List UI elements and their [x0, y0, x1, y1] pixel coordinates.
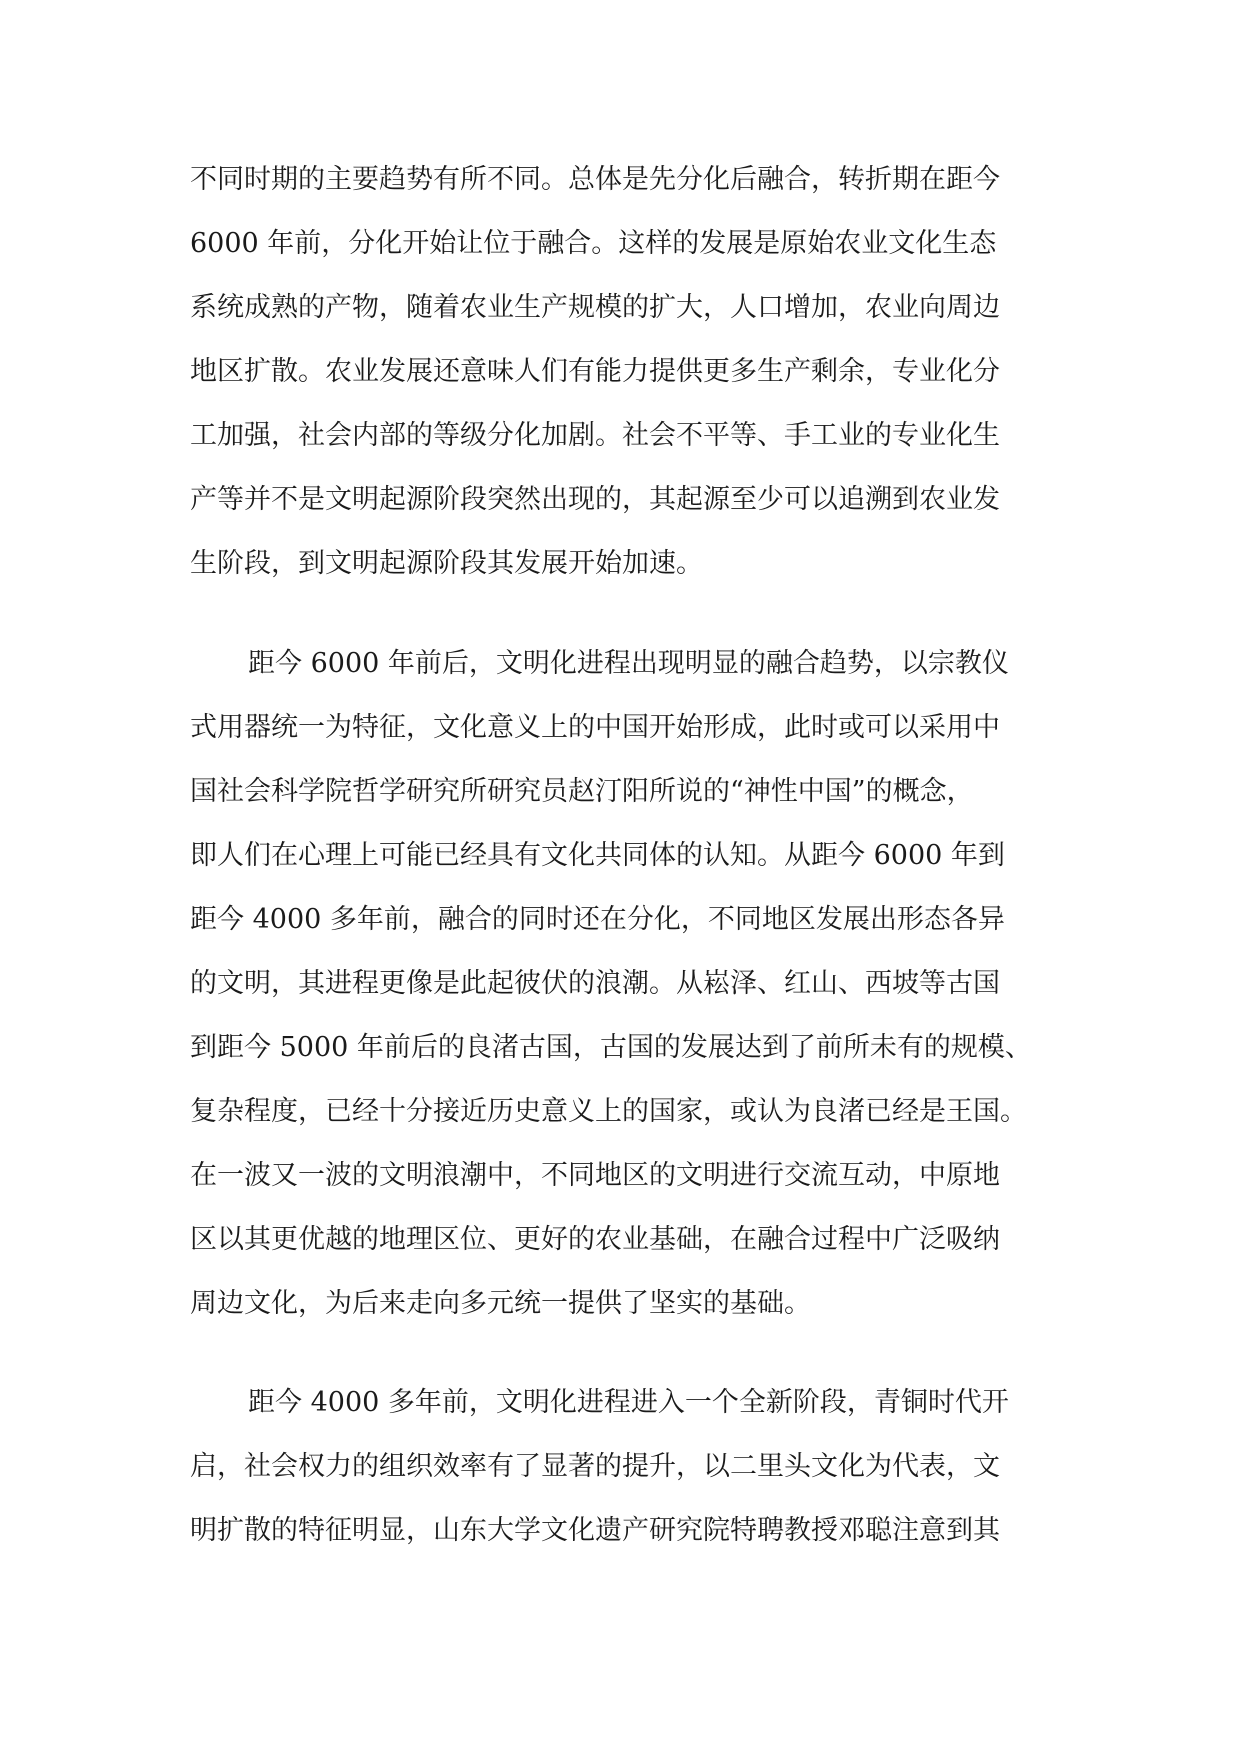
text-line: 距今 4000 多年前，融合的同时还在分化，不同地区发展出形态各异: [190, 904, 1005, 935]
text-line-first: 距今 4000 多年前，文明化进程进入一个全新阶段，青铜时代开: [248, 1387, 1009, 1418]
text-line: 周边文化，为后来走向多元统一提供了坚实的基础。: [190, 1288, 811, 1319]
paragraph-1: [190, 148, 1060, 596]
text-line: 到距今 5000 年前后的良渚古国，古国的发展达到了前所未有的规模、: [190, 1032, 1032, 1063]
text-line: 即人们在心理上可能已经具有文化共同体的认知。从距今 6000 年到: [190, 840, 1005, 871]
text-line: 地区扩散。农业发展还意味人们有能力提供更多生产剩余，专业化分: [190, 356, 1000, 387]
paragraph-2: [190, 632, 1060, 1336]
text-line: 明扩散的特征明显，山东大学文化遗产研究院特聘教授邓聪注意到其: [190, 1515, 1000, 1546]
text-line: 工加强，社会内部的等级分化加剧。社会不平等、手工业的专业化生: [190, 420, 1000, 451]
text-line: 复杂程度，已经十分接近历史意义上的国家，或认为良渚已经是王国。: [190, 1096, 1027, 1127]
text-line: 区以其更优越的地理区位、更好的农业基础，在融合过程中广泛吸纳: [190, 1224, 1000, 1255]
text-line: 产等并不是文明起源阶段突然出现的，其起源至少可以追溯到农业发: [190, 484, 1000, 515]
text-line: 系统成熟的产物，随着农业生产规模的扩大，人口增加，农业向周边: [190, 292, 1000, 323]
text-line: 启，社会权力的组织效率有了显著的提升，以二里头文化为代表，文: [190, 1451, 1000, 1482]
text-line: 在一波又一波的文明浪潮中，不同地区的文明进行交流互动，中原地: [190, 1160, 1000, 1191]
text-line: 国社会科学院哲学研究所研究员赵汀阳所说的“神性中国”的概念，: [190, 776, 974, 807]
paragraph-3: [190, 1371, 1060, 1563]
text-line: 式用器统一为特征，文化意义上的中国开始形成，此时或可以采用中: [190, 712, 1000, 743]
text-line-first: 距今 6000 年前后，文明化进程出现明显的融合趋势，以宗教仪: [248, 648, 1009, 679]
text-line: 6000 年前，分化开始让位于融合。这样的发展是原始农业文化生态: [190, 228, 997, 259]
text-line: 不同时期的主要趋势有所不同。总体是先分化后融合，转折期在距今: [190, 164, 1000, 195]
text-line: 的文明，其进程更像是此起彼伏的浪潮。从崧泽、红山、西坡等古国: [190, 968, 1000, 999]
text-line: 生阶段，到文明起源阶段其发展开始加速。: [190, 548, 703, 579]
